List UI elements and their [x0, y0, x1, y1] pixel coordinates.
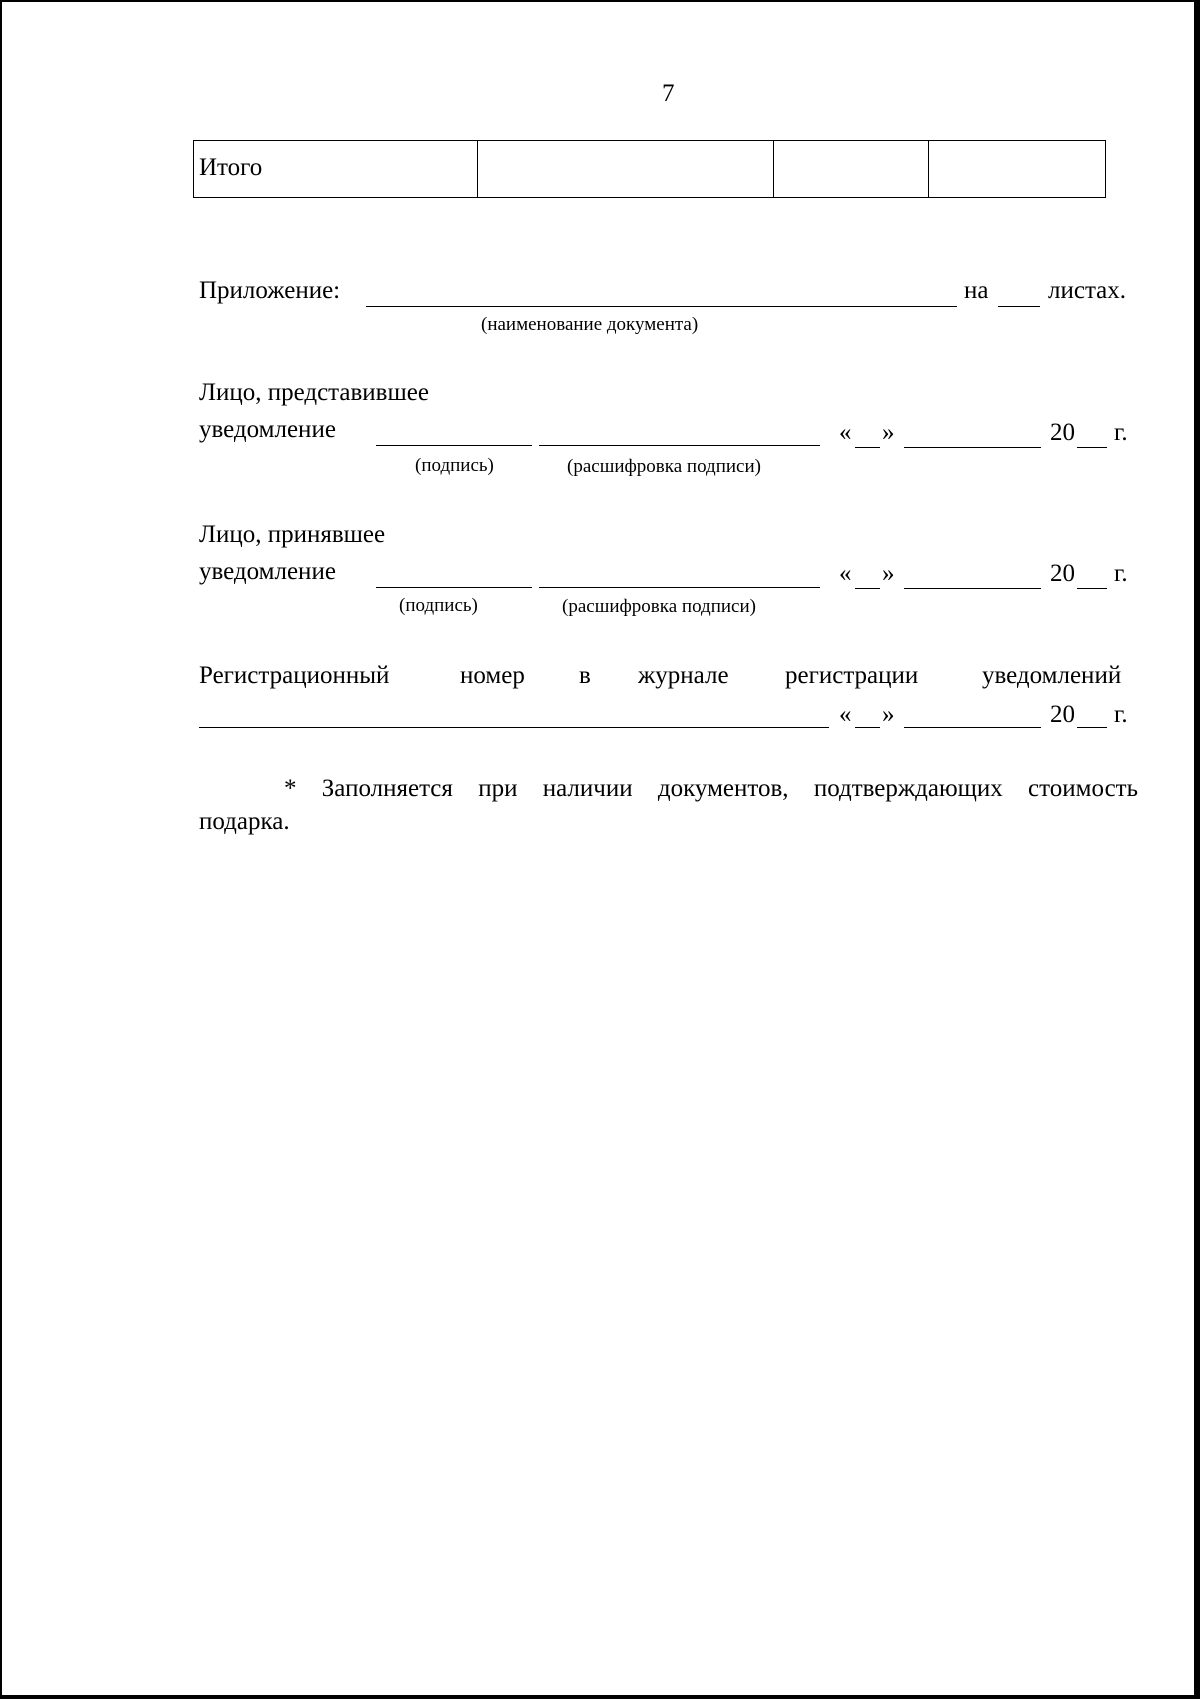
- registration-word: регистрации: [785, 662, 919, 689]
- submitter-day-line: [855, 447, 880, 448]
- document-page: [2, 2, 1194, 1695]
- submitter-month-line: [904, 447, 1041, 448]
- receiver-signature-line: [376, 587, 532, 588]
- table-divider: [477, 141, 478, 197]
- submitter-decode-line: [539, 445, 820, 446]
- submitter-label-line1: Лицо, представившее: [199, 379, 429, 406]
- attachment-sheets-label: листах.: [1048, 277, 1127, 304]
- registration-year-line: [1077, 727, 1107, 728]
- registration-number-line: [199, 727, 829, 728]
- attachment-label: Приложение:: [199, 277, 341, 304]
- footnote-line2: подарка.: [199, 808, 290, 835]
- receiver-day-line: [855, 588, 880, 589]
- attachment-on-label: на: [964, 277, 989, 304]
- registration-word: уведомлений: [982, 662, 1122, 689]
- table-total-label: Итого: [199, 154, 263, 181]
- attachment-doc-line: [366, 306, 957, 307]
- receiver-signature-caption: (подпись): [399, 595, 478, 616]
- receiver-decode-caption: (расшифровка подписи): [562, 596, 756, 617]
- footnote-line1: * Заполняется при наличии документов, подтверждающих стоимость: [284, 775, 1138, 802]
- registration-day-line: [855, 727, 880, 728]
- page-number: 7: [662, 80, 675, 107]
- registration-word: Регистрационный: [199, 662, 390, 689]
- receiver-year-suffix: г.: [1114, 560, 1128, 587]
- submitter-signature-caption: (подпись): [415, 455, 494, 476]
- registration-year-suffix: г.: [1114, 701, 1128, 728]
- registration-word: в: [579, 662, 591, 689]
- table-divider: [773, 141, 774, 197]
- receiver-year-line: [1077, 588, 1107, 589]
- registration-day-close: »: [882, 701, 895, 728]
- submitter-year-prefix: 20: [1050, 419, 1075, 446]
- submitter-label-line2: уведомление: [199, 416, 336, 443]
- totals-table: [193, 140, 1106, 198]
- receiver-day-open: «: [839, 560, 852, 587]
- registration-year-prefix: 20: [1050, 701, 1075, 728]
- receiver-decode-line: [539, 587, 820, 588]
- submitter-day-open: «: [839, 419, 852, 446]
- registration-word: номер: [460, 662, 525, 689]
- receiver-month-line: [904, 588, 1041, 589]
- submitter-day-close: »: [882, 419, 895, 446]
- submitter-year-line: [1077, 447, 1107, 448]
- registration-word: журнале: [638, 662, 729, 689]
- registration-day-open: «: [839, 701, 852, 728]
- attachment-doc-caption: (наименование документа): [481, 314, 699, 335]
- table-divider: [928, 141, 929, 197]
- registration-month-line: [904, 727, 1041, 728]
- submitter-decode-caption: (расшифровка подписи): [567, 456, 761, 477]
- receiver-label-line1: Лицо, принявшее: [199, 521, 386, 548]
- submitter-year-suffix: г.: [1114, 419, 1128, 446]
- receiver-label-line2: уведомление: [199, 558, 336, 585]
- submitter-signature-line: [376, 445, 532, 446]
- attachment-sheets-line: [998, 306, 1040, 307]
- receiver-year-prefix: 20: [1050, 560, 1075, 587]
- receiver-day-close: »: [882, 560, 895, 587]
